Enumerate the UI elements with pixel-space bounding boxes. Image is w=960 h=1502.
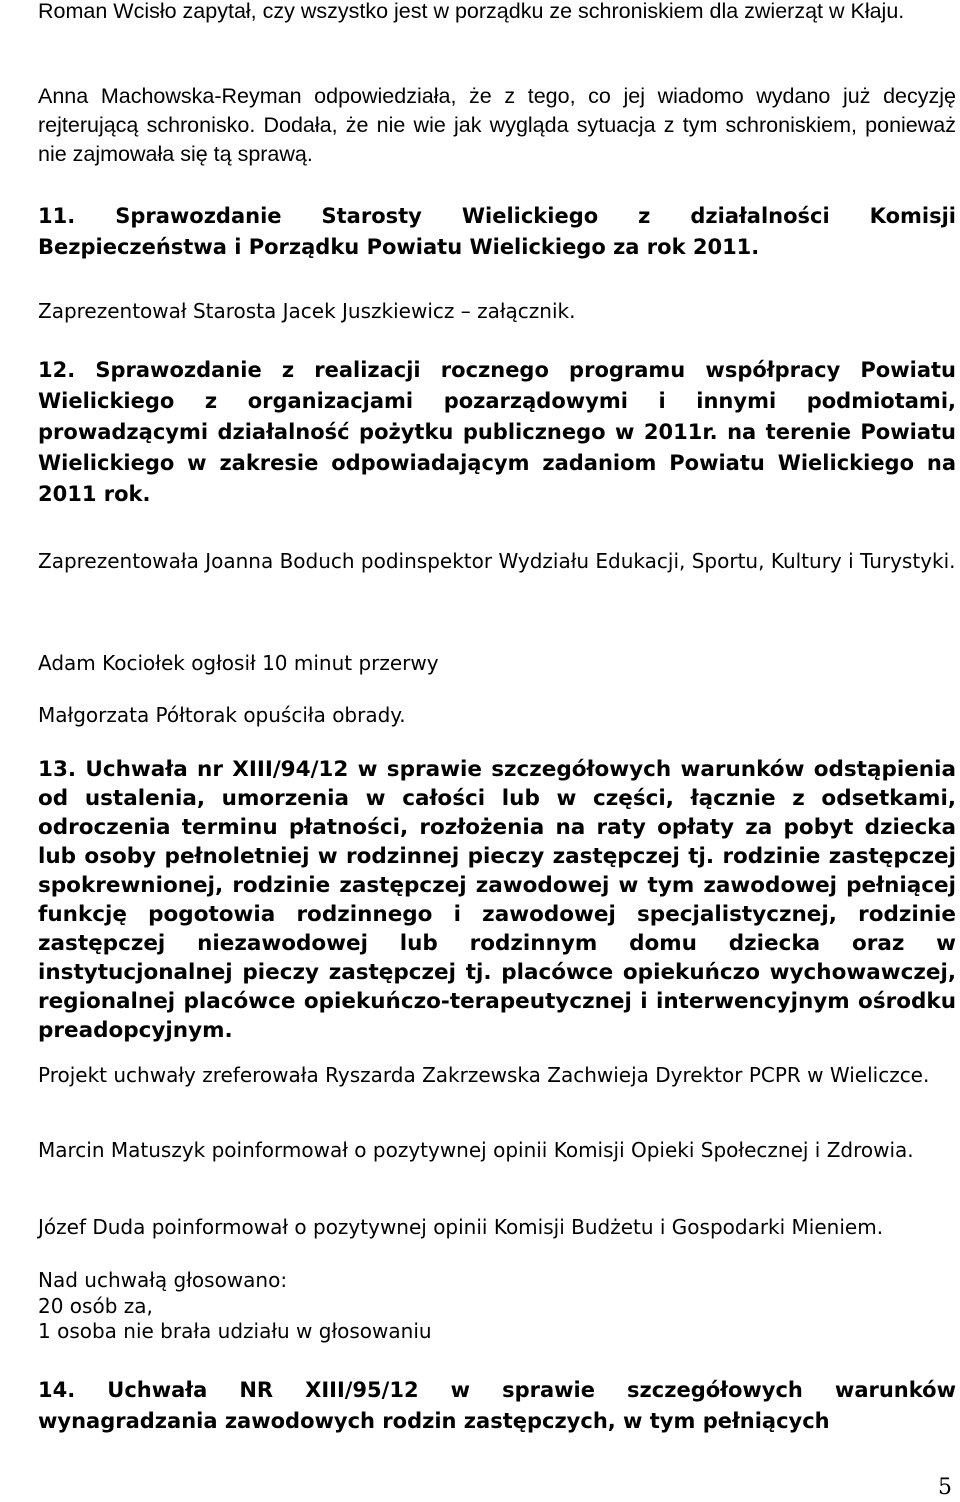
paragraph-leaving-session: Małgorzata Półtorak opuściła obrady. xyxy=(38,703,406,727)
paragraph-schronisko-answer: Anna Machowska-Reyman odpowiedziała, że z tego, co jej wiadomo wydano już decyzję rejterującą schronisko. Dodała, że nie wie jak wygląda sytuacja z tym schroniskiem, ponieważ nie zajmowała się tą sprawą. xyxy=(38,84,956,166)
page-number: 5 xyxy=(938,1475,952,1500)
paragraph-committee-opinion-budget: Józef Duda poinformował o pozytywnej opinii Komisji Budżetu i Gospodarki Mieniem. xyxy=(38,1215,884,1239)
heading-item-14: 14. Uchwała NR XIII/95/12 w sprawie szczegółowych warunków wynagradzania zawodowych rodzin zastępczych, w tym pełniących xyxy=(38,1378,956,1433)
paragraph-resolution-presented: Projekt uchwały zreferowała Ryszarda Zakrzewska Zachwieja Dyrektor PCPR w Wieliczce. xyxy=(38,1063,930,1087)
paragraph-break-announcement: Adam Kociołek ogłosił 10 minut przerwy xyxy=(38,651,439,675)
voting-results xyxy=(38,1268,956,1345)
paragraph-item-11-presentation: Zaprezentował Starosta Jacek Juszkiewicz – załącznik. xyxy=(38,299,576,323)
document-page xyxy=(38,0,956,1502)
paragraph-schronisko-question: Roman Wcisło zapytał, czy wszystko jest w porządku ze schroniskiem dla zwierząt w Kłaju. xyxy=(38,0,905,23)
heading-item-11: 11. Sprawozdanie Starosty Wielickiego z działalności Komisji Bezpieczeństwa i Porządku Powiatu Wielickiego za rok 2011. xyxy=(38,204,956,259)
paragraph-item-12-presentation: Zaprezentowała Joanna Boduch podinspektor Wydziału Edukacji, Sportu, Kultury i Turystyki. xyxy=(38,549,956,573)
heading-item-13: 13. Uchwała nr XIII/94/12 w sprawie szczegółowych warunków odstąpienia od ustalenia, umorzenia w całości lub w części, łącznie z odsetkami, odroczenia terminu płatności, rozłożenia na raty opłaty za pobyt dziecka lub osoby pełnoletniej w rodzinnej pieczy zastępczej tj. rodzinie zastępczej spokrewnionej, rodzinie zastępczej zawodowej w tym zawodowej pełniącej funkcję pogotowia rodzinnego i zawodowej specjalistycznej, rodzinie zastępczej niezawodowej lub rodzinnym domu dziecka oraz w instytucjonalnej pieczy zastępczej tj. placówce opiekuńczo wychowawczej, regionalnej placówce opiekuńczo-terapeutycznej i interwencyjnym ośrodku preadopcyjnym. xyxy=(38,757,956,1043)
voting-for: 20 osób za, xyxy=(38,1293,153,1318)
voting-intro: Nad uchwałą głosowano: xyxy=(38,1268,288,1292)
paragraph-committee-opinion-social: Marcin Matuszyk poinformował o pozytywnej opinii Komisji Opieki Społecznej i Zdrowia. xyxy=(38,1138,914,1162)
heading-item-12: 12. Sprawozdanie z realizacji rocznego programu współpracy Powiatu Wielickiego z organizacjami pozarządowymi i innymi podmiotami, prowadzącymi działalność pożytku publicznego w 2011r. na terenie Powiatu Wielickiego w zakresie odpowiadającym zadaniom Powiatu Wielickiego na 2011 rok. xyxy=(38,358,956,506)
voting-absent: 1 osoba nie brała udziału w głosowaniu xyxy=(38,1319,432,1343)
